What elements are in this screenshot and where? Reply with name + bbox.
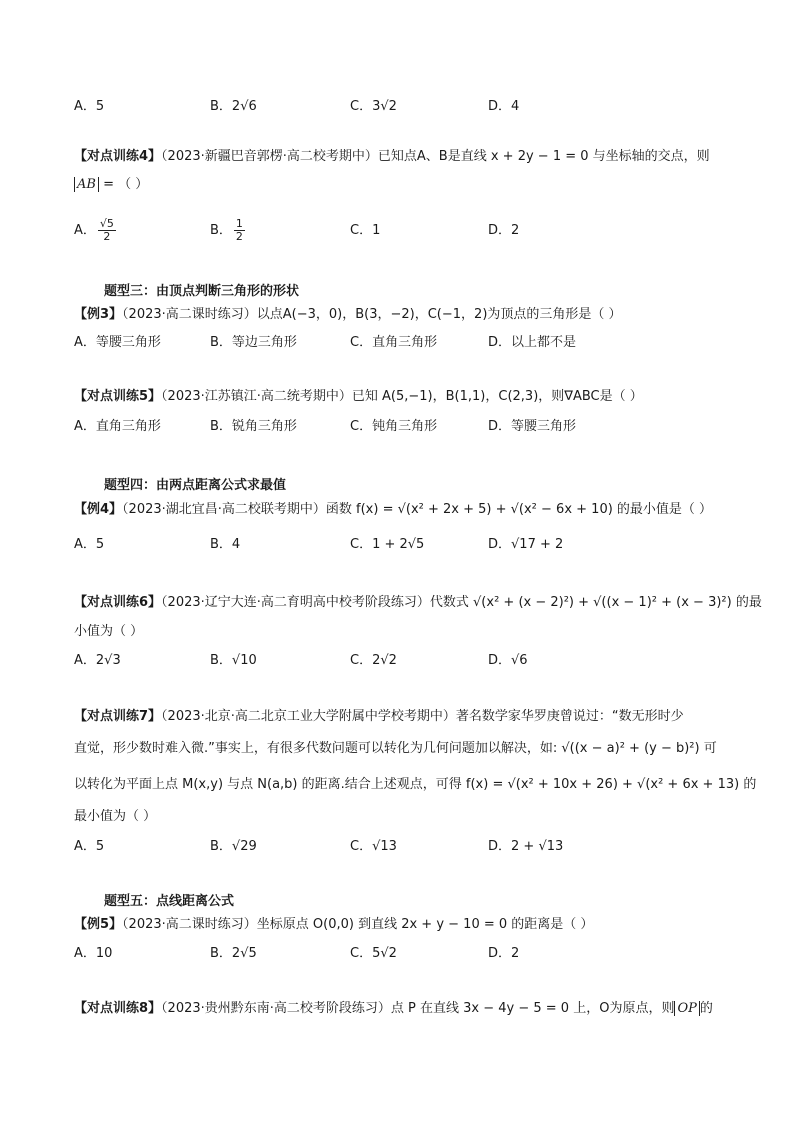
t5-stem <box>74 388 643 406</box>
t7-stem-line2: 直觉，形少数时难入微.”事实上，有很多代数问题可以转化为几何问题加以解决，如: √((x − a)² + (y − b)²) 可 <box>74 741 717 756</box>
e4-option-b: B．4 <box>210 537 241 552</box>
e4-stem <box>74 501 712 519</box>
t6-label: 【对点训练6】 <box>74 595 162 610</box>
t4-option-a-num: √5 <box>99 217 114 230</box>
t4-option-b-den: 2 <box>235 230 243 243</box>
section-heading-3: 题型三：由顶点判断三角形的形状 <box>104 284 300 299</box>
t7-option-d: D．2 + √13 <box>488 839 564 854</box>
t4-stem-line1 <box>74 148 710 166</box>
t6-text1: （2023·辽宁大连·高二育明高中校考阶段练习）代数式 √(x² + (x − 2)²) + √((x − 1)² + (x − 3)²) 的最 <box>161 595 762 610</box>
t7-text1: （2023·北京·高二北京工业大学附属中学校考期中）著名数学家华罗庚曾说过：“数无形时少 <box>161 709 684 724</box>
t7-option-c: C．√13 <box>350 839 397 854</box>
t8-text-post: 的 <box>699 1001 713 1016</box>
q0-option-b: B．2√6 <box>210 99 257 114</box>
q0-option-a: A．5 <box>74 99 105 114</box>
t6-option-b: B．√10 <box>210 653 257 668</box>
section-heading-5: 题型五：点线距离公式 <box>104 894 235 909</box>
e4-option-a: A．5 <box>74 537 105 552</box>
e4-label: 【例4】 <box>74 502 123 517</box>
t8-stem <box>74 1000 713 1018</box>
e3-option-c: C．直角三角形 <box>350 335 438 350</box>
t7-label: 【对点训练7】 <box>74 709 162 724</box>
t8-label: 【对点训练8】 <box>74 1001 162 1016</box>
t5-option-d: D．等腰三角形 <box>488 419 577 434</box>
t4-stem1: 已知点A、B是直线 x + 2y − 1 = 0 与坐标轴的交点，则 <box>377 149 710 164</box>
t4-option-b-fraction <box>234 218 245 243</box>
t4-option-d: D．2 <box>488 223 520 238</box>
e3-option-d: D．以上都不是 <box>488 335 577 350</box>
t4-option-b-prefix: B． <box>210 223 232 238</box>
t5-option-a: A．直角三角形 <box>74 419 161 434</box>
t6-option-d: D．√6 <box>488 653 528 668</box>
t4-option-a-den: 2 <box>103 230 111 243</box>
t5-option-b: B．锐角三角形 <box>210 419 297 434</box>
e5-option-c: C．5√2 <box>350 946 397 961</box>
e3-stem <box>74 306 622 324</box>
t4-ab-abs: AB <box>74 177 99 192</box>
t8-op-abs: OP <box>674 1001 699 1016</box>
e5-stem <box>74 916 593 934</box>
t4-option-b-num: 1 <box>235 217 243 230</box>
t4-option-a <box>74 218 116 243</box>
e4-option-c: C．1 + 2√5 <box>350 537 425 552</box>
e4-text: （2023·湖北宜昌·高二校联考期中）函数 f(x) = √(x² + 2x + 5) + √(x² − 6x + 10) 的最小值是（ ） <box>122 502 713 517</box>
e5-option-b: B．2√5 <box>210 946 257 961</box>
t8-text-pre: （2023·贵州黔东南·高二校考阶段练习）点 P 在直线 3x − 4y − 5 = 0 上，O为原点，则 <box>161 1001 675 1016</box>
t5-label: 【对点训练5】 <box>74 389 162 404</box>
t4-label: 【对点训练4】 <box>74 149 162 164</box>
t7-stem-line3: 以转化为平面上点 M(x,y) 与点 N(a,b) 的距离.结合上述观点，可得 f(x) = √(x² + 10x + 26) + √(x² + 6x + 13) 的 <box>74 777 757 792</box>
e3-option-b: B．等边三角形 <box>210 335 297 350</box>
e3-text: （2023·高二课时练习）以点A(−3，0)，B(3，−2)，C(−1，2)为顶点的三角形是（ ） <box>122 307 622 322</box>
t6-stem-line2: 小值为（ ） <box>74 624 144 639</box>
e3-label: 【例3】 <box>74 307 123 322</box>
e3-option-a: A．等腰三角形 <box>74 335 161 350</box>
t7-option-b: B．√29 <box>210 839 257 854</box>
t7-option-a: A．5 <box>74 839 105 854</box>
t5-text: （2023·江苏镇江·高二统考期中）已知 A(5,−1)，B(1,1)，C(2,3)，则∇ABC是（ ） <box>161 389 643 404</box>
t7-stem-line1 <box>74 708 684 726</box>
e5-option-d: D．2 <box>488 946 520 961</box>
e4-option-d: D．√17 + 2 <box>488 537 564 552</box>
t6-stem-line1 <box>74 594 762 612</box>
q0-option-c: C．3√2 <box>350 99 397 114</box>
e5-label: 【例5】 <box>74 917 123 932</box>
t5-option-c: C．钝角三角形 <box>350 419 438 434</box>
section-heading-4: 题型四：由两点距离公式求最值 <box>104 478 287 493</box>
t6-option-c: C．2√2 <box>350 653 397 668</box>
t4-option-a-fraction <box>98 218 116 243</box>
t7-stem-line4: 最小值为（ ） <box>74 809 157 824</box>
t4-stem2-post: = （ ） <box>98 177 149 192</box>
e5-text: （2023·高二课时练习）坐标原点 O(0,0) 到直线 2x + y − 10 = 0 的距离是（ ） <box>122 917 594 932</box>
e5-option-a: A．10 <box>74 946 113 961</box>
t6-option-a: A．2√3 <box>74 653 121 668</box>
q0-option-d: D．4 <box>488 99 520 114</box>
t4-option-c: C．1 <box>350 223 381 238</box>
t4-option-b <box>210 218 245 243</box>
t4-source: （2023·新疆巴音郭楞·高二校考期中） <box>161 149 378 164</box>
t4-stem-line2 <box>74 176 148 194</box>
t4-option-a-prefix: A． <box>74 223 96 238</box>
